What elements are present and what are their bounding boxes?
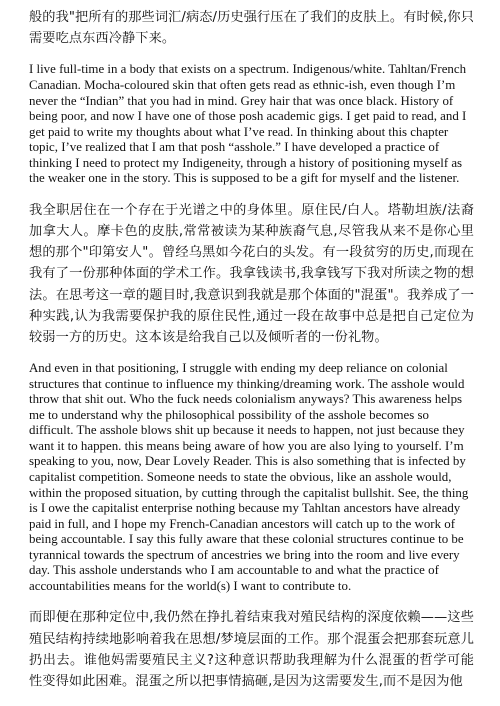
paragraph-en-1: I live full-time in a body that exists on a spectrum. Indigenous/white. Tahltan/French Canadian. Mocha-coloured skin that often gets read as ethnic-ish, even though I’m never the “Indian” that you had in mind. Grey hair that was once black. History of being poor, and now I have one of those posh academic gigs. I get paid to read, and I get paid to write my thoughts about what I’ve read. In thinking about this chapter topic, I’ve realized that I am that posh “asshole.” I have developed a practice of thinking I need to protect my Indigeneity, through a history of positioning myself as the weaker one in the story. This is supposed to be a gift for myself and the listener. bbox=[29, 62, 467, 186]
paragraph-zh-2: 我全职居住在一个存在于光谱之中的身体里。原住民/白人。塔勒坦族/法裔加拿大人。摩卡色的皮肤,常常被读为某种族裔气息,尽管我从来不是你心里想的那个"印第安人"。曾经乌黑如今花白的头发。有一段贫穷的历史,而现在我有了一份那种体面的学术工作。我拿钱读书,我拿钱写下我对所读之物的想法。在思考这一章的题目时,我意识到我就是那个体面的"混蛋"。我养成了一种实践,认为我需要保护我的原住民性,通过一段在故事中总是把自己定位为较弱一方的历史。这本该是给我自己以及倾听者的一份礼物。 bbox=[29, 202, 474, 345]
paragraph-zh-3: 而即便在那种定位中,我仍然在挣扎着结束我对殖民结构的深度依赖——这些殖民结构持续地影响着我在思想/梦境层面的工作。那个混蛋会把那套玩意儿扔出去。谁他妈需要殖民主义?这种意识帮助我理解为什么混蛋的哲学可能性变得如此困难。混蛋之所以把事情搞砸,是因为这需要发生,而不是因为他 bbox=[29, 610, 474, 690]
paragraph-en-2: And even in that positioning, I struggle with ending my deep reliance on colonial structures that continue to influence my thinking/dreaming work. The asshole would throw that shit out. Who the fuck needs colonialism anyways? This awareness helps me to understand why the philosophical possibility of the asshole becomes so difficult. The asshole blows shit up because it needs to happen, not just because they want it to happen. this means being aware of how you are also lying to yourself. I’m speaking to you, now, Dear Lovely Reader. This is also something that is infected by capitalist competition. Someone needs to state the obvious, like an asshole would, within the proposed situation, by cutting through the capitalist bullshit. See, the thing is I owe the capitalist enterprise nothing because my Tahltan ancestors have already paid in full, and I hope my French-Canadian ancestors will catch up to the work of being accountable. I say this fully aware that these colonial structures continue to be tyrannical towards the spectrum of ancestries we bring into the room and live every day. This asshole understands who I am accountable to and what the practice of accountabilities means for the world(s) I want to contribute to. bbox=[29, 361, 469, 593]
paragraph-zh-1: 般的我"把所有的那些词汇/病态/历史强行压在了我们的皮肤上。有时候,你只需要吃点东西冷静下来。 bbox=[29, 10, 474, 47]
